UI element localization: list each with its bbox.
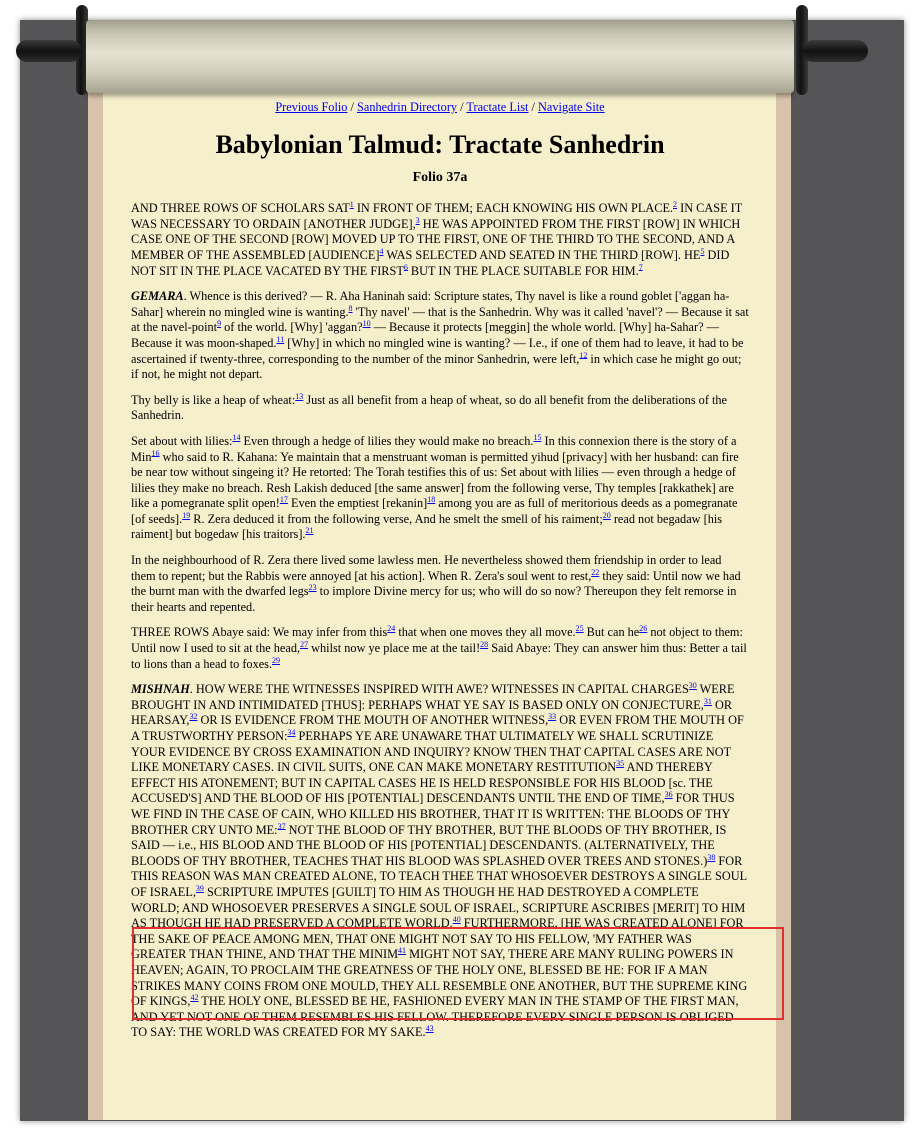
text-segment: But can he (583, 625, 640, 640)
nav-separator: / (457, 100, 467, 114)
footnote-link[interactable]: 12 (579, 350, 588, 360)
text-segment: DID NOT SIT IN THE PLACE VACATED BY THE FIRST (131, 247, 730, 278)
sanhedrin-directory-link[interactable]: Sanhedrin Directory (357, 100, 458, 114)
footnote-link[interactable]: 39 (195, 883, 204, 893)
footnote-ref (548, 712, 556, 721)
footnote-ref (426, 1024, 434, 1033)
footnote-ref (576, 624, 584, 633)
footnote-link[interactable]: 34 (287, 727, 296, 737)
text-segment: 'Thy navel' — that is the Sanhedrin. Why was it called 'navel'? — Because it sat at the navel-point (131, 304, 749, 335)
scroll-roller (86, 20, 794, 93)
footnote-link[interactable]: 6 (403, 262, 408, 272)
section-lead: MISHNAH (131, 682, 190, 697)
footnote-link[interactable]: 16 (151, 448, 160, 458)
nav-separator: / (347, 100, 358, 114)
footnote-link[interactable]: 17 (279, 495, 288, 505)
nav-separator: / (528, 100, 539, 114)
paragraphs (131, 201, 749, 1041)
text-segment: In this connexion there is the story of a Min (131, 433, 737, 464)
text-segment: Thy belly is like a heap of wheat: (131, 392, 296, 407)
footnote-link[interactable]: 38 (707, 852, 716, 862)
footnote-link[interactable]: 33 (548, 712, 557, 722)
footnote-link[interactable]: 35 (616, 759, 625, 769)
footnote-link[interactable]: 5 (700, 246, 705, 256)
text-segment: in which case he might go out; if not, he might not depart. (131, 351, 742, 382)
text-segment: WAS SELECTED AND SEATED IN THE THIRD [ROW]. HE (383, 247, 701, 262)
footnote-ref (152, 448, 160, 457)
footnote-link[interactable]: 10 (362, 319, 371, 329)
tractate-list-link[interactable]: Tractate List (466, 100, 529, 114)
footnote-ref (665, 790, 673, 799)
text-segment: OR EVEN FROM THE MOUTH OF A TRUSTWORTHY PERSON: (131, 713, 744, 743)
footnote-link[interactable]: 37 (277, 821, 286, 831)
text-segment: . HOW WERE THE WITNESSES INSPIRED WITH AWE? WITNESSES IN CAPITAL CHARGES (189, 682, 689, 697)
footnote-link[interactable]: 27 (300, 639, 309, 649)
text-segment: SCRIPTURE IMPUTES [GUILT] TO HIM AS THOUGH HE HAD DESTROYED A COMPLETE WORLD; AND WHOSOEVER PRESERVES A SINGLE SOUL OF ISRAEL, SCRIPTURE ASCRIBES [MERIT] TO HIM AS THOUGH HE HAD PRESERVED A COMPLETE WORLD. (131, 884, 746, 931)
text-segment: NOT THE BLOOD OF THY BROTHER, BUT THE BLOODS OF THY BROTHER, IS SAID — i.e., HIS BLOOD AND THE BLOOD OF HIS [POTENTIAL] DESCENDANTS. (ALTERNATIVELY, THE BLOODS OF THY BROTHER, TEACHES THAT HIS BLOOD WAS SPLASHED OVER TREES AND STONES.) (131, 822, 727, 868)
text-segment: IN FRONT OF THEM; EACH KNOWING HIS OWN PLACE. (353, 201, 674, 216)
para-lilies (131, 434, 749, 543)
footnote-ref (616, 759, 624, 768)
text-segment: THREE ROWS Abaye said: We may infer from this (131, 625, 388, 640)
text-segment: PERHAPS YE ARE UNAWARE THAT ULTIMATELY WE SHALL SCRUTINIZE YOUR EVIDENCE BY CROSS EXAMINATION AND INQUIRY? KNOW THEN THAT CAPITAL CASES ARE NOT LIKE MONETARY CASES. IN CIVIL SUITS, ONE CAN MAKE MONETARY RESTITUTION (131, 729, 731, 775)
breadcrumb (131, 100, 749, 116)
footnote-link[interactable]: 1 (349, 200, 354, 210)
text-segment: THE HOLY ONE, BLESSED BE HE, FASHIONED EVERY MAN IN THE STAMP OF THE FIRST MAN, AND YET NOT ONE OF THEM RESEMBLES HIS FELLOW. THEREFORE EVERY SINGLE PERSON IS OBLIGED TO SAY: THE WORLD WAS CREATED FOR MY SAKE. (131, 994, 739, 1040)
footnote-ref (196, 884, 204, 893)
footnote-link[interactable]: 7 (638, 262, 643, 272)
footnote-ref (398, 946, 406, 955)
footnote-link[interactable]: 21 (305, 526, 314, 536)
para-belly (131, 393, 749, 424)
footnote-ref (603, 511, 611, 520)
footnote-link[interactable]: 42 (190, 993, 199, 1002)
text-segment: [Why] in which no mingled wine is wanting? — I.e., if one of them had to leave, it had to be ascertained if twenty-three, corresponding to the number of the minor Sanhedrin, were left, (131, 335, 744, 366)
scroll-knob-right (802, 40, 868, 62)
footnote-ref (480, 640, 488, 649)
footnote-link[interactable]: 43 (425, 1024, 434, 1034)
folio-heading: Folio 37a (412, 169, 468, 185)
footnote-ref (280, 495, 288, 504)
text-segment: Even through a hedge of lilies they would make no breach. (240, 433, 534, 448)
text-segment: . Whence is this derived? — R. Aha Haninah said: Scripture states, Thy navel is like a round goblet ['aggan ha-Sahar] wherein no mingled wine is wanting. (131, 289, 730, 319)
footnote-link[interactable]: 24 (387, 624, 396, 634)
footnote-link[interactable]: 32 (189, 712, 198, 722)
text-segment: read not begadaw [his raiment] but bogedaw [his traitors]. (131, 511, 723, 542)
footnote-link[interactable]: 2 (673, 200, 678, 210)
document-content (131, 100, 749, 1051)
text-segment: — Because it protects [meggin] the whole world. [Why] ha-Sahar? — Because it was moon-shaped. (131, 320, 719, 350)
footnote-ref (704, 697, 712, 706)
text-segment: Just as all benefit from a heap of wheat, so do all benefit from the deliberations of the Sanhedrin. (131, 392, 728, 423)
text-segment: Set about with lilies: (131, 433, 233, 448)
text-segment: Even the emptiest [rekanin] (287, 496, 428, 511)
footnote-link[interactable]: 28 (480, 639, 489, 649)
text-segment: OR HEARSAY, (131, 697, 733, 728)
footnote-ref (306, 526, 314, 535)
text-segment: to implore Divine mercy for us; who will do so now? Thereupon they felt remorse in their hearts and repented. (131, 584, 737, 614)
para-mishnah-witnesses (131, 682, 749, 1041)
text-segment: WERE BROUGHT IN AND INTIMIDATED [THUS]: PERHAPS WHAT YE SAY IS BASED ONLY ON CONJECTURE, (131, 682, 735, 712)
footnote-link[interactable]: 9 (217, 319, 222, 329)
text-segment: R. Zera deduced it from the following verse, And he smelt the smell of his raiment; (190, 511, 603, 526)
footnote-link[interactable]: 20 (602, 510, 611, 520)
footnote-link[interactable]: 4 (379, 246, 384, 256)
text-segment: MIGHT NOT SAY, THERE ARE MANY RULING POWERS IN HEAVEN; AGAIN, TO PROCLAIM THE GREATNESS OF THE HOLY ONE, BLESSED BE HE: FOR IF A MAN STRIKES MANY COINS FROM ONE MOULD, THEY ALL RESEMBLE ONE ANOTHER, BUT THE SUPREME KING OF KINGS, (131, 947, 748, 1009)
text-segment: of the world. [Why] 'aggan? (221, 320, 363, 335)
footnote-ref (363, 319, 371, 328)
para-mishnah-rows (131, 201, 749, 279)
scroll-knob-left (16, 40, 82, 62)
previous-folio-link[interactable]: Previous Folio (275, 100, 348, 114)
footnote-ref (453, 915, 461, 924)
text-segment: AND THEREBY EFFECT HIS ATONEMENT; BUT IN CAPITAL CASES HE IS HELD RESPONSIBLE FOR HIS BLOOD [sc. THE ACCUSED'S] AND THE BLOOD OF HIS [POTENTIAL] DESCENDANTS UNTIL THE END OF TIME, (131, 760, 713, 806)
footnote-link[interactable]: 29 (272, 655, 281, 665)
footnote-link[interactable]: 22 (591, 567, 600, 577)
text-segment: among you are as full of meritorious deeds as a pomegranate [of seeds]. (131, 496, 738, 526)
text-segment: whilst now ye place me at the tail! (308, 641, 481, 656)
footnote-link[interactable]: 14 (232, 432, 241, 442)
text-segment: OR IS EVIDENCE FROM THE MOUTH OF ANOTHER WITNESS, (197, 713, 549, 728)
text-segment: FURTHERMORE, [HE WAS CREATED ALONE] FOR THE SAKE OF PEACE AMONG MEN, THAT ONE MIGHT NOT SAY TO HIS FELLOW, 'MY FATHER WAS GREATER THAN THINE, AND THAT THE MINIM (131, 916, 744, 962)
text-segment: AND THREE ROWS OF SCHOLARS SAT (131, 201, 350, 216)
text-segment: Said Abaye: They can answer him thus: Better a tail to lions than a head to foxes. (131, 641, 747, 671)
footnote-link[interactable]: 3 (415, 215, 420, 225)
text-segment: BUT IN THE PLACE SUITABLE FOR HIM. (407, 263, 639, 278)
para-three-rows (131, 625, 749, 672)
footnote-link[interactable]: 15 (533, 432, 542, 442)
footnote-link[interactable]: 26 (639, 624, 648, 634)
footnote-ref (639, 262, 643, 271)
text-segment: who said to R. Kahana: Ye maintain that a menstruant woman is permitted yihud [privacy] with her husband: can fire be near tow without singeing it? He retorted: The Torah testifies this of us: Set about with lilies — even through a hedge of lilies they make no breach. Resh Lakish deduced [the same answer] from the following verse, Thy temples [rakkathek] are like a pomegranate split open! (131, 449, 739, 511)
footnote-link[interactable]: 36 (664, 790, 673, 800)
text-segment: that when one moves they all move. (395, 625, 576, 640)
footnote-link[interactable]: 40 (452, 915, 461, 925)
footnote-link[interactable]: 41 (398, 946, 406, 956)
footnote-link[interactable]: 13 (295, 391, 304, 401)
footnote-ref (278, 821, 286, 830)
text-segment: not object to them: Until now I used to sit at the head, (131, 625, 743, 656)
footnote-link[interactable]: 19 (182, 510, 191, 520)
footnote-ref (689, 681, 697, 690)
footnote-link[interactable]: 11 (276, 334, 285, 344)
text-segment: In the neighbourhood of R. Zera there lived some lawless men. He nevertheless showed them friendship in order to lead them to repent; but the Rabbis were annoyed [at his action]. When R. Zera's soul went to rest, (131, 553, 722, 583)
text-segment: IN CASE IT WAS NECESSARY TO ORDAIN [ANOTHER JUDGE], (131, 201, 743, 231)
page-title: Babylonian Talmud: Tractate Sanhedrin (215, 129, 665, 159)
footnote-link[interactable]: 31 (703, 696, 712, 706)
footnote-link[interactable]: 8 (348, 303, 353, 313)
para-zera (131, 553, 749, 615)
footnote-link[interactable]: 30 (688, 681, 697, 691)
navigate-site-link[interactable]: Navigate Site (538, 100, 605, 114)
footnote-link[interactable]: 25 (575, 624, 584, 634)
footnote-ref (300, 640, 308, 649)
text-segment: HE WAS APPOINTED FROM THE FIRST [ROW] IN WHICH CASE ONE OF THE SECOND [ROW] MOVED UP TO THE FIRST, ONE OF THE THIRD TO THE SECOND, AND A MEMBER OF THE ASSEMBLED [AUDIENCE] (131, 216, 741, 262)
footnote-ref (272, 656, 280, 665)
footnote-ref (309, 583, 317, 592)
footnote-link[interactable]: 18 (427, 495, 436, 505)
text-segment: FOR THIS REASON WAS MAN CREATED ALONE, TO TEACH THEE THAT WHOSOEVER DESTROYS A SINGLE SOUL OF ISRAEL, (131, 853, 747, 899)
footnote-link[interactable]: 23 (308, 583, 317, 593)
section-lead: GEMARA (131, 289, 184, 304)
text-segment: FOR THUS WE FIND IN THE CASE OF CAIN, WHO KILLED HIS BROTHER, THAT IT IS WRITTEN: THE BLOODS OF THY BROTHER CRY UNTO ME: (131, 791, 735, 837)
para-gemara-navel (131, 289, 749, 383)
text-segment: they said: Until now we had the burnt man with the dwarfed legs (131, 568, 741, 599)
